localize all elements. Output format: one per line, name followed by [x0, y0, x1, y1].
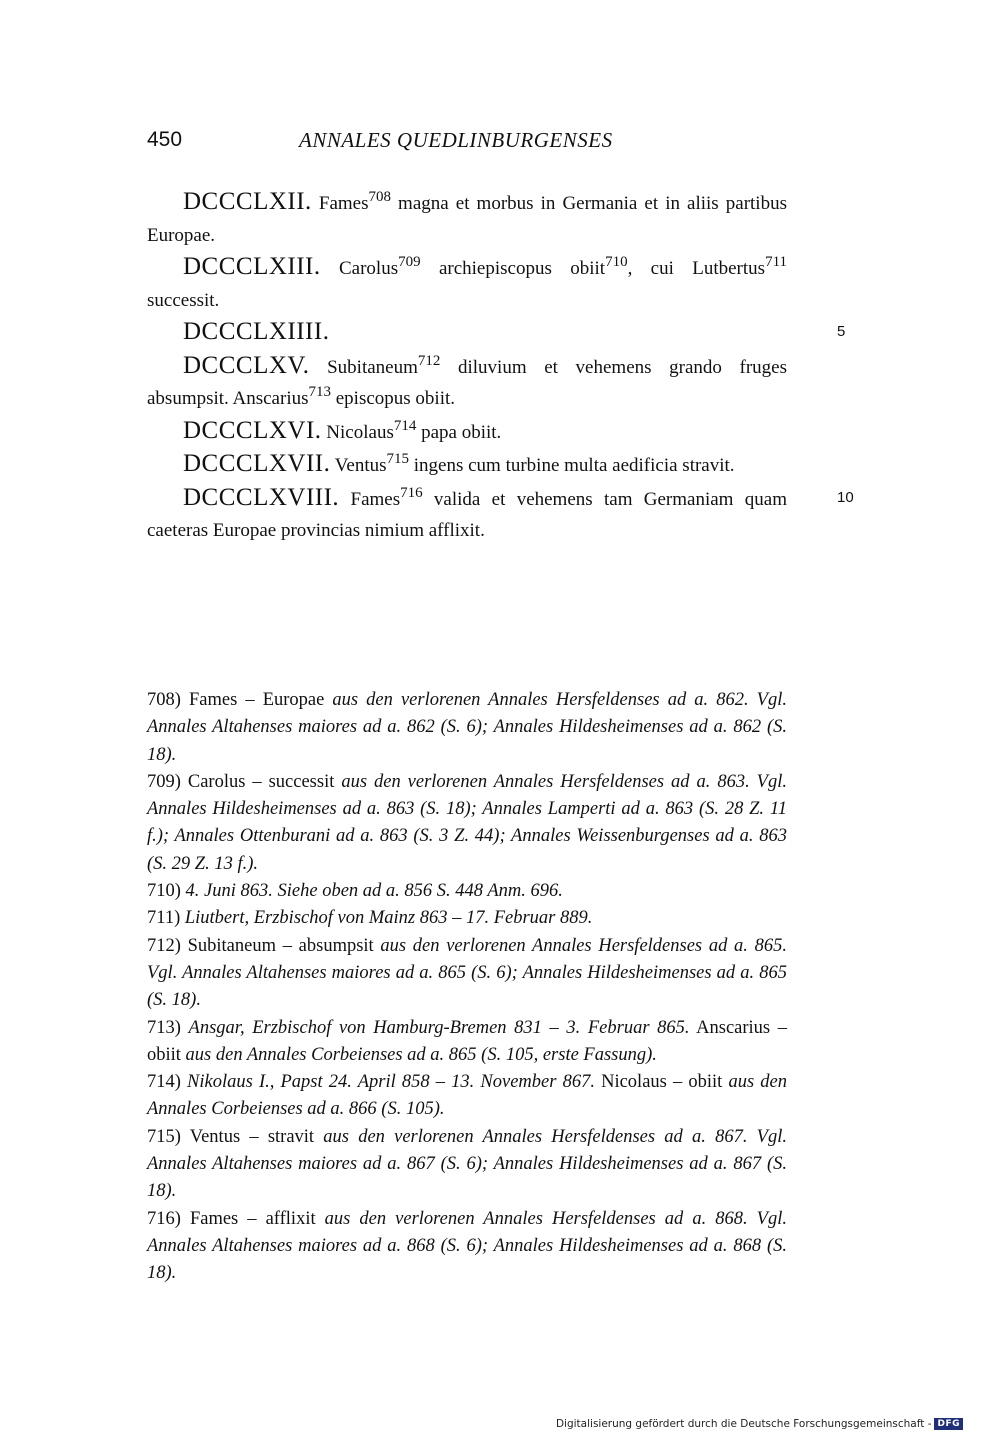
year-heading: DCCCLXII. — [183, 188, 312, 215]
footnote-ref: 716 — [400, 484, 423, 501]
footnote-ref: 715 — [386, 451, 409, 467]
footnote — [147, 1124, 787, 1206]
annal-entry — [147, 316, 846, 350]
entry-text: diluvium et vehemens grando fruges absumpsit. Anscarius — [147, 356, 787, 409]
footnote-text: 710) — [147, 881, 186, 902]
entry-text: archiepiscopus obiit — [420, 258, 606, 279]
footnote-text: 714) — [147, 1072, 188, 1093]
footnote — [147, 1069, 787, 1124]
footnote-text: 708) Fames – Europae — [147, 690, 333, 710]
footnote-source-text: aus den verlorenen Annales Hersfeldenses ad a. 865. Vgl. Annales Altahenses maiores ad a. 865 (S. 6); Annales Hildesheimenses ad a. 865 (S. 18). — [147, 935, 787, 1011]
entry-text: successit. — [147, 289, 220, 311]
footnote-ref: 713 — [308, 384, 331, 400]
year-heading: DCCCLXIII. — [183, 253, 321, 280]
footnote-source-text: Nikolaus I., Papst 24. April 858 – 13. November 867. — [187, 1072, 595, 1093]
footnote — [147, 878, 787, 905]
footnote-text: 716) Fames – afflixit — [147, 1208, 325, 1229]
entry-text: magna et morbus in Germania et in aliis partibus Europae. — [147, 193, 787, 246]
footnote-text: 715) Ventus – stravit — [147, 1126, 324, 1147]
entry-text: episcopus obiit. — [331, 388, 456, 409]
footnote-source-text: aus den verlorenen Annales Hersfeldenses ad a. 862. Vgl. Annales Altahenses maiores ad a. 862 (S. 6); Annales Hildesheimenses ad a. 862 (S. 18). — [147, 690, 787, 765]
annal-entry — [147, 482, 854, 547]
line-number: 10 — [837, 488, 854, 506]
footnote-source-text: aus den verlorenen Annales Hersfeldenses ad a. 867. Vgl. Annales Altahenses maiores ad a. 867 (S. 6); Annales Hildesheimenses ad a. 867 (S. 18). — [147, 1126, 787, 1202]
year-heading: DCCCLXVII. — [183, 450, 331, 477]
footnote-text: Anscarius – obiit — [147, 1017, 787, 1065]
entry-text: Ventus — [330, 455, 387, 476]
entry-text: Fames — [311, 193, 369, 214]
footnote — [147, 905, 787, 932]
annal-entries — [147, 186, 854, 547]
footnote-source-text: aus den verlorenen Annales Hersfeldenses ad a. 868. Vgl. Annales Altahenses maiores ad a. 868 (S. 6); Annales Hildesheimenses ad a. 868 (S. 18). — [147, 1208, 787, 1284]
running-title: ANNALES QUEDLINBURGENSES — [299, 128, 613, 152]
footnote — [147, 933, 787, 1015]
footnote-ref: 711 — [765, 254, 788, 270]
footnote — [147, 687, 787, 769]
entry-text: ingens cum turbine multa aedificia stravit. — [409, 455, 735, 476]
footnote-ref: 714 — [393, 417, 417, 434]
entry-text: Subitaneum — [309, 356, 418, 378]
footnote-ref: 709 — [398, 254, 421, 270]
entry-text: valida et vehemens tam Germaniam quam caeteras Europae provincias nimium afflixit. — [147, 488, 787, 541]
entry-text: , cui Lutbertus — [627, 258, 766, 279]
page-header — [147, 128, 787, 162]
annal-entry — [147, 186, 787, 251]
line-number: 5 — [837, 323, 846, 340]
annal-entry — [147, 448, 787, 482]
footnote — [147, 1015, 787, 1070]
footnote-text: 711) — [147, 908, 185, 929]
year-heading: DCCCLXVI. — [183, 416, 322, 444]
annal-entry — [147, 415, 787, 449]
footnote-source-text: aus den Annales Corbeienses ad a. 865 (S. 105, erste Fassung). — [185, 1044, 657, 1065]
year-heading: DCCCLXIIII. — [183, 318, 330, 345]
footnote-text: 712) Subitaneum – absumpsit — [147, 935, 381, 956]
dfg-logo: DFG — [934, 1418, 963, 1430]
year-heading: DCCCLXV. — [183, 351, 310, 379]
credit-text: Digitalisierung gefördert durch die Deutsche Forschungsgemeinschaft - — [555, 1418, 932, 1430]
footnote-source-text: 4. Juni 863. Siehe oben ad a. 856 S. 448 Anm. 696. — [185, 881, 563, 902]
digitization-credit — [556, 1417, 963, 1431]
annal-entry — [147, 350, 787, 415]
entry-text: Nicolaus — [321, 421, 394, 443]
footnote-source-text: aus den Annales Corbeienses ad a. 866 (S. 105). — [147, 1072, 787, 1120]
footnote — [147, 769, 787, 878]
entry-text: papa obiit. — [416, 421, 502, 443]
footnote-text: 713) — [147, 1017, 189, 1038]
footnote-ref: 708 — [368, 189, 391, 205]
footnote-source-text: aus den verlorenen Annales Hersfeldenses ad a. 863. Vgl. Annales Hildesheimenses ad a. 863 (S. 18); Annales Lamperti ad a. 863 (S. 28 Z. 11 f.); Annales Ottenburani ad a. 863 (S. 3 Z. 44); Annales Weissenburgenses ad a. 863 (S. 29 Z. 13 f.). — [147, 771, 787, 874]
entry-text: Fames — [339, 488, 401, 510]
footnote — [147, 1206, 787, 1288]
footnote-ref: 710 — [605, 254, 628, 270]
footnote-text: Nicolaus – obiit — [594, 1072, 729, 1093]
footnote-source-text: Liutbert, Erzbischof von Mainz 863 – 17. Februar 889. — [184, 908, 593, 929]
footnote-ref: 712 — [417, 352, 441, 369]
entry-text: Carolus — [320, 258, 399, 279]
footnote-text: 709) Carolus – successit — [147, 771, 342, 792]
footnote-source-text: Ansgar, Erzbischof von Hamburg-Bremen 831 – 3. Februar 865. — [188, 1017, 690, 1038]
footnotes — [147, 687, 787, 1288]
page-number: 450 — [147, 128, 183, 151]
year-heading: DCCCLXVIII. — [183, 483, 340, 511]
annal-entry — [147, 251, 787, 316]
